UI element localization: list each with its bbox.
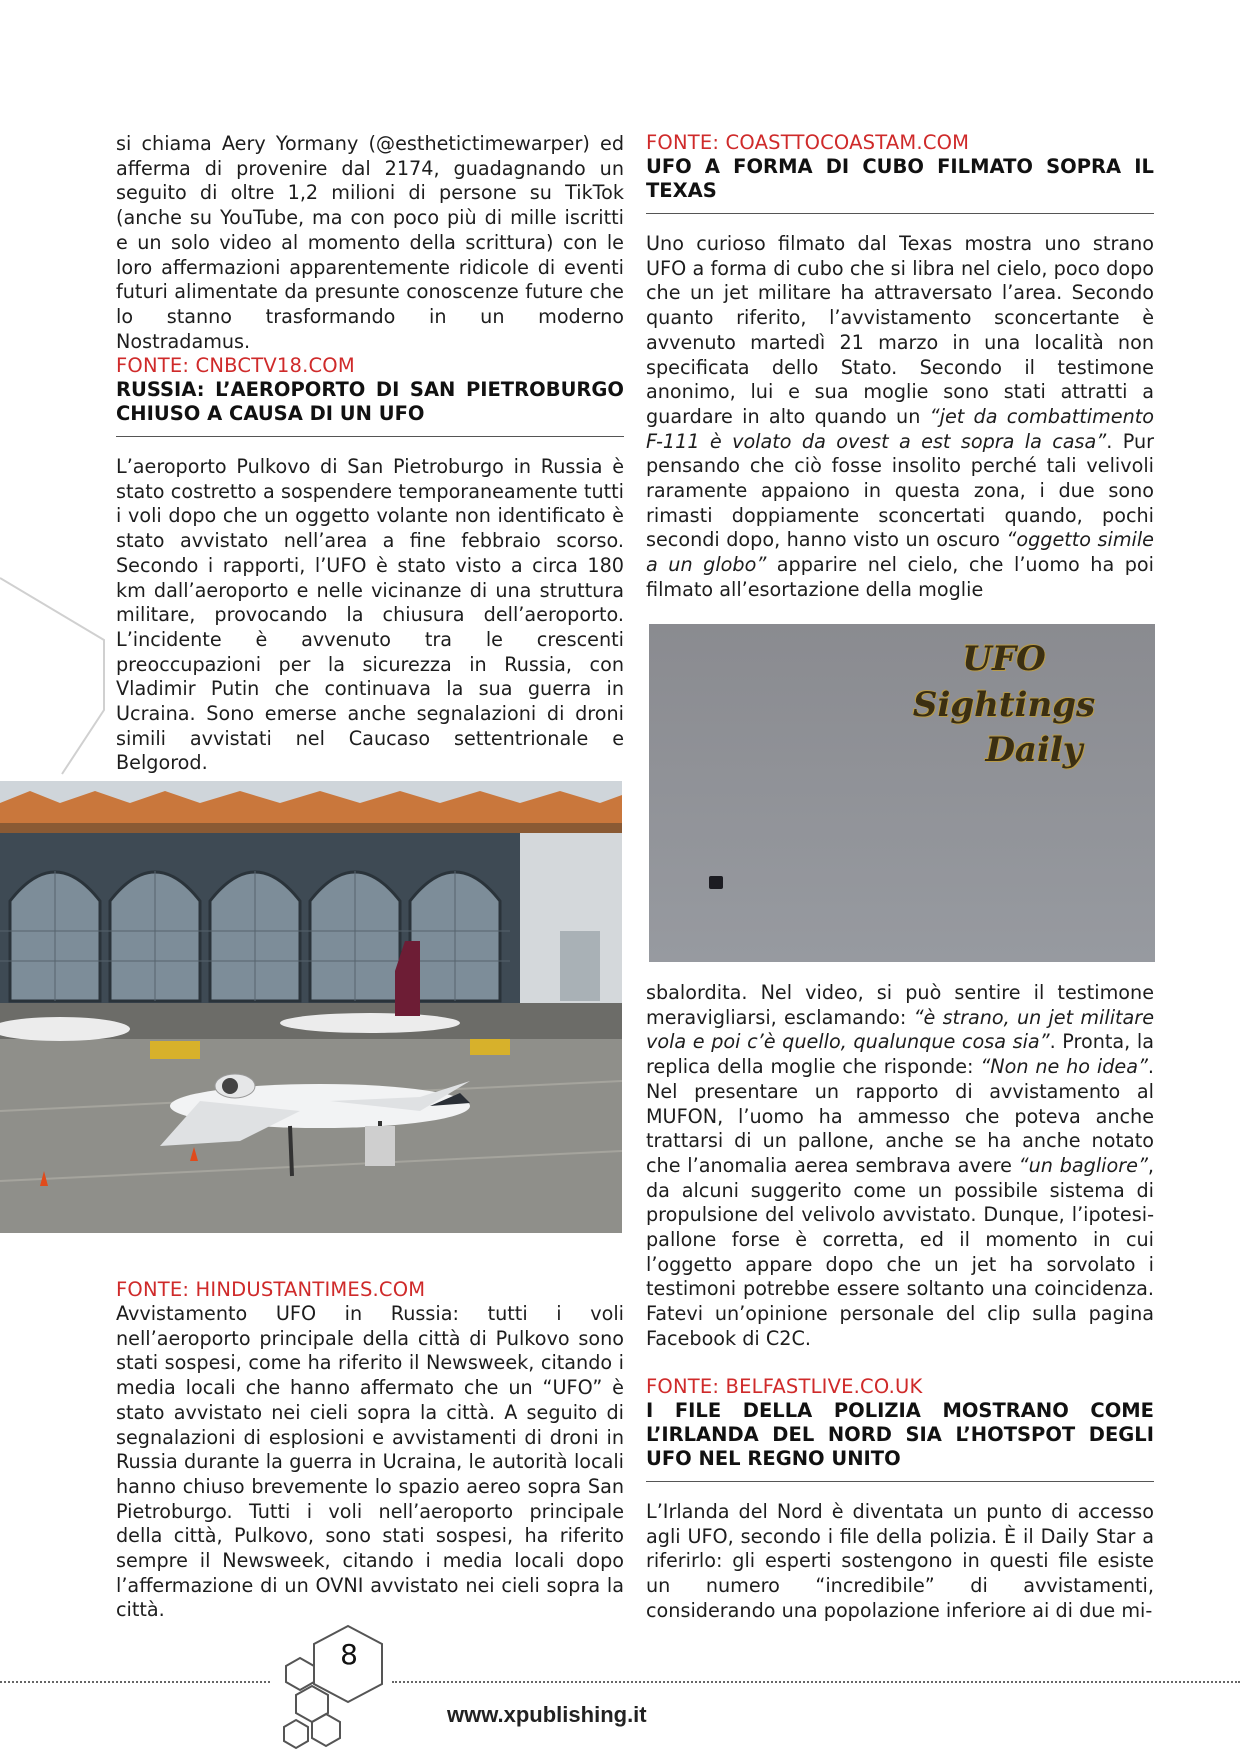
article-headline: RUSSIA: L’AEROPORTO DI SAN PIETROBURGO CHIUSO A CAUSA DI UN UFO [116, 378, 624, 425]
article-body: L’Irlanda del Nord è diventata un punto di accesso agli UFO, secondo i file della polizia. È il Daily Star a riferirlo: gli esperti sostengono in questi file esiste un numero “incredibile” di avvistamenti, considerando una popolazione inferiore ai di due mi- [646, 1500, 1154, 1622]
website-url: www.xpublishing.it [447, 1702, 647, 1727]
article-headline: I FILE DELLA POLIZIA MOSTRANO COME L’IRLANDA DEL NORD SIA L’HOTSPOT DEGLI UFO NEL REGNO UNITO [646, 1399, 1154, 1470]
intro-paragraph: si chiama Aery Yormany (@esthetictimewarper) ed afferma di provenire dal 2174, guadagnando un seguito di oltre 1,2 milioni di persone su TikTok (anche su YouTube, ma con poco più di mille iscritti e un solo video al momento della scrittura) con le loro affermazioni apparentemente ridicole di eventi futuri alimentate da presunte conoscenze future che lo stanno trasformando in un moderno Nostradamus. [116, 132, 624, 353]
article-body-part1 [646, 232, 1154, 603]
text-run: Uno curioso filmato dal Texas mostra uno strano UFO a forma di cubo che si libra nel cielo, poco dopo che un jet militare ha attraversato l’area. Secondo quanto riferito, l’avvistamento sconcertante è avvenuto martedì 21 marzo in una località non specificata dello Stato. Secondo il testimone anonimo, lui e sua moglie sono stati attratti a guardare in alto quando un [646, 232, 1154, 428]
text-run: apparire nel cielo, che l’uomo ha poi filmato all’esortazione della moglie [646, 553, 1154, 601]
article-body: L’aeroporto Pulkovo di San Pietroburgo in Russia è stato costretto a sospendere temporaneamente tutti i voli dopo che un oggetto volante non identificato è stato avvistato nell’area a fine febbraio scorso. Secondo i rapporti, l’UFO è stato visto a circa 180 km dall’aeroporto e nelle vicinanze di una struttura militare, provocando la chiusura dell’aeroporto. L’incidente è avvenuto tra le crescenti preoccupazioni per la sicurezza in Russia, con Vladimir Putin che continuava la sua guerra in Ucraina. Sono emerse anche segnalazioni di droni simili avvistati nel Caucaso settentrionale e Belgorod. [116, 455, 624, 775]
watermark-line-1: UFO Sightings [912, 639, 1096, 725]
airport-illustration [0, 781, 622, 1233]
ufo-video-still [649, 624, 1155, 962]
article-body: Avvistamento UFO in Russia: tutti i voli nell’aeroporto principale della città di Pulkovo sono stati sospesi, come ha riferito il Newsweek, citando i media locali che hanno affermato che un “UFO” è stato avvistato nei cieli sopra la città. A seguito di segnalazioni di esplosioni e avvistamenti di droni in Russia durante la guerra in Ucraina, le autorità locali hanno chiuso brevemente lo spazio aereo sopra San Pietroburgo. Tutti i voli nell’aeroporto principale della città, Pulkovo, sono stati sospesi, ha riferito sempre il Newsweek, citando i media locali dopo l’affermazione di un OVNI avvistato nei cieli sopra la città. [116, 1302, 624, 1622]
divider [116, 436, 624, 437]
text-run: . Nel presentare un rapporto di avvistamento al MUFON, l’uomo ha ammesso che poteva anche trattarsi di un pallone, anche se ha anche notato che l’anomalia aerea sembrava avere [646, 1055, 1155, 1177]
article-cube-ufo-continued [646, 981, 1154, 1352]
text-run: . Pronta, la replica della moglie che risponde: [646, 1030, 1154, 1079]
source-label: FONTE: CNBCTV18.COM [116, 354, 355, 377]
article-cube-ufo-texas [646, 131, 1154, 603]
quote-run: “Non ne ho idea” [980, 1055, 1148, 1079]
text-run: . Pur pensando che ciò fosse insolito perché tali velivoli raramente appaiono in questa zona, i due sono rimasti doppiamente sconcertati quando, pochi secondi dopo, hanno visto un oscuro [646, 429, 1154, 552]
source-label: FONTE: COASTTOCOASTAM.COM [646, 131, 970, 154]
watermark-line-2: Daily [985, 730, 1083, 770]
quote-run: “oggetto simile a un globo” [646, 528, 1154, 577]
source-label: FONTE: BELFASTLIVE.CO.UK [646, 1375, 923, 1398]
article-hindustantimes [116, 1278, 624, 1623]
footer-dotted-rule-left [0, 1681, 270, 1683]
airport-photo [0, 781, 622, 1233]
divider [646, 1481, 1154, 1482]
footer-dotted-rule-right [392, 1681, 1240, 1683]
cube-ufo-object [709, 876, 723, 889]
quote-run: “un bagliore” [1018, 1153, 1148, 1177]
article-pulkovo-airport [116, 354, 624, 776]
article-northern-ireland [646, 1375, 1154, 1624]
text-run: , da alcuni suggerito come un possibile sistema di propulsione del velivolo avvistato. Dunque, l’ipotesi-pallone forse è corretta, ed il momento in cui l’oggetto appare dopo che un jet ha sorvolato i testimoni potrebbe essere soltanto una coincidenza. Fatevi un’opinione personale del clip sulla pagina Facebook di C2C. [646, 1153, 1154, 1350]
quote-run: “è strano, un jet militare vola e poi c’è quello, qualunque cosa sia” [646, 1005, 1155, 1054]
divider [646, 213, 1154, 214]
article-headline: UFO A FORMA DI CUBO FILMATO SOPRA IL TEXAS [646, 155, 1154, 202]
quote-run: “jet da combattimento F-111 è volato da ovest a est sopra la casa” [646, 404, 1155, 453]
left-intro-block [116, 132, 624, 354]
text-run: sbalordita. Nel video, si può sentire il testimone meravigliarsi, esclamando: [646, 981, 1154, 1029]
decorative-hexagon-outline [0, 560, 110, 800]
page-number: 8 [340, 1638, 358, 1671]
article-body-part2 [646, 981, 1154, 1352]
source-label: FONTE: HINDUSTANTIMES.COM [116, 1278, 426, 1301]
image-watermark [879, 636, 1129, 772]
